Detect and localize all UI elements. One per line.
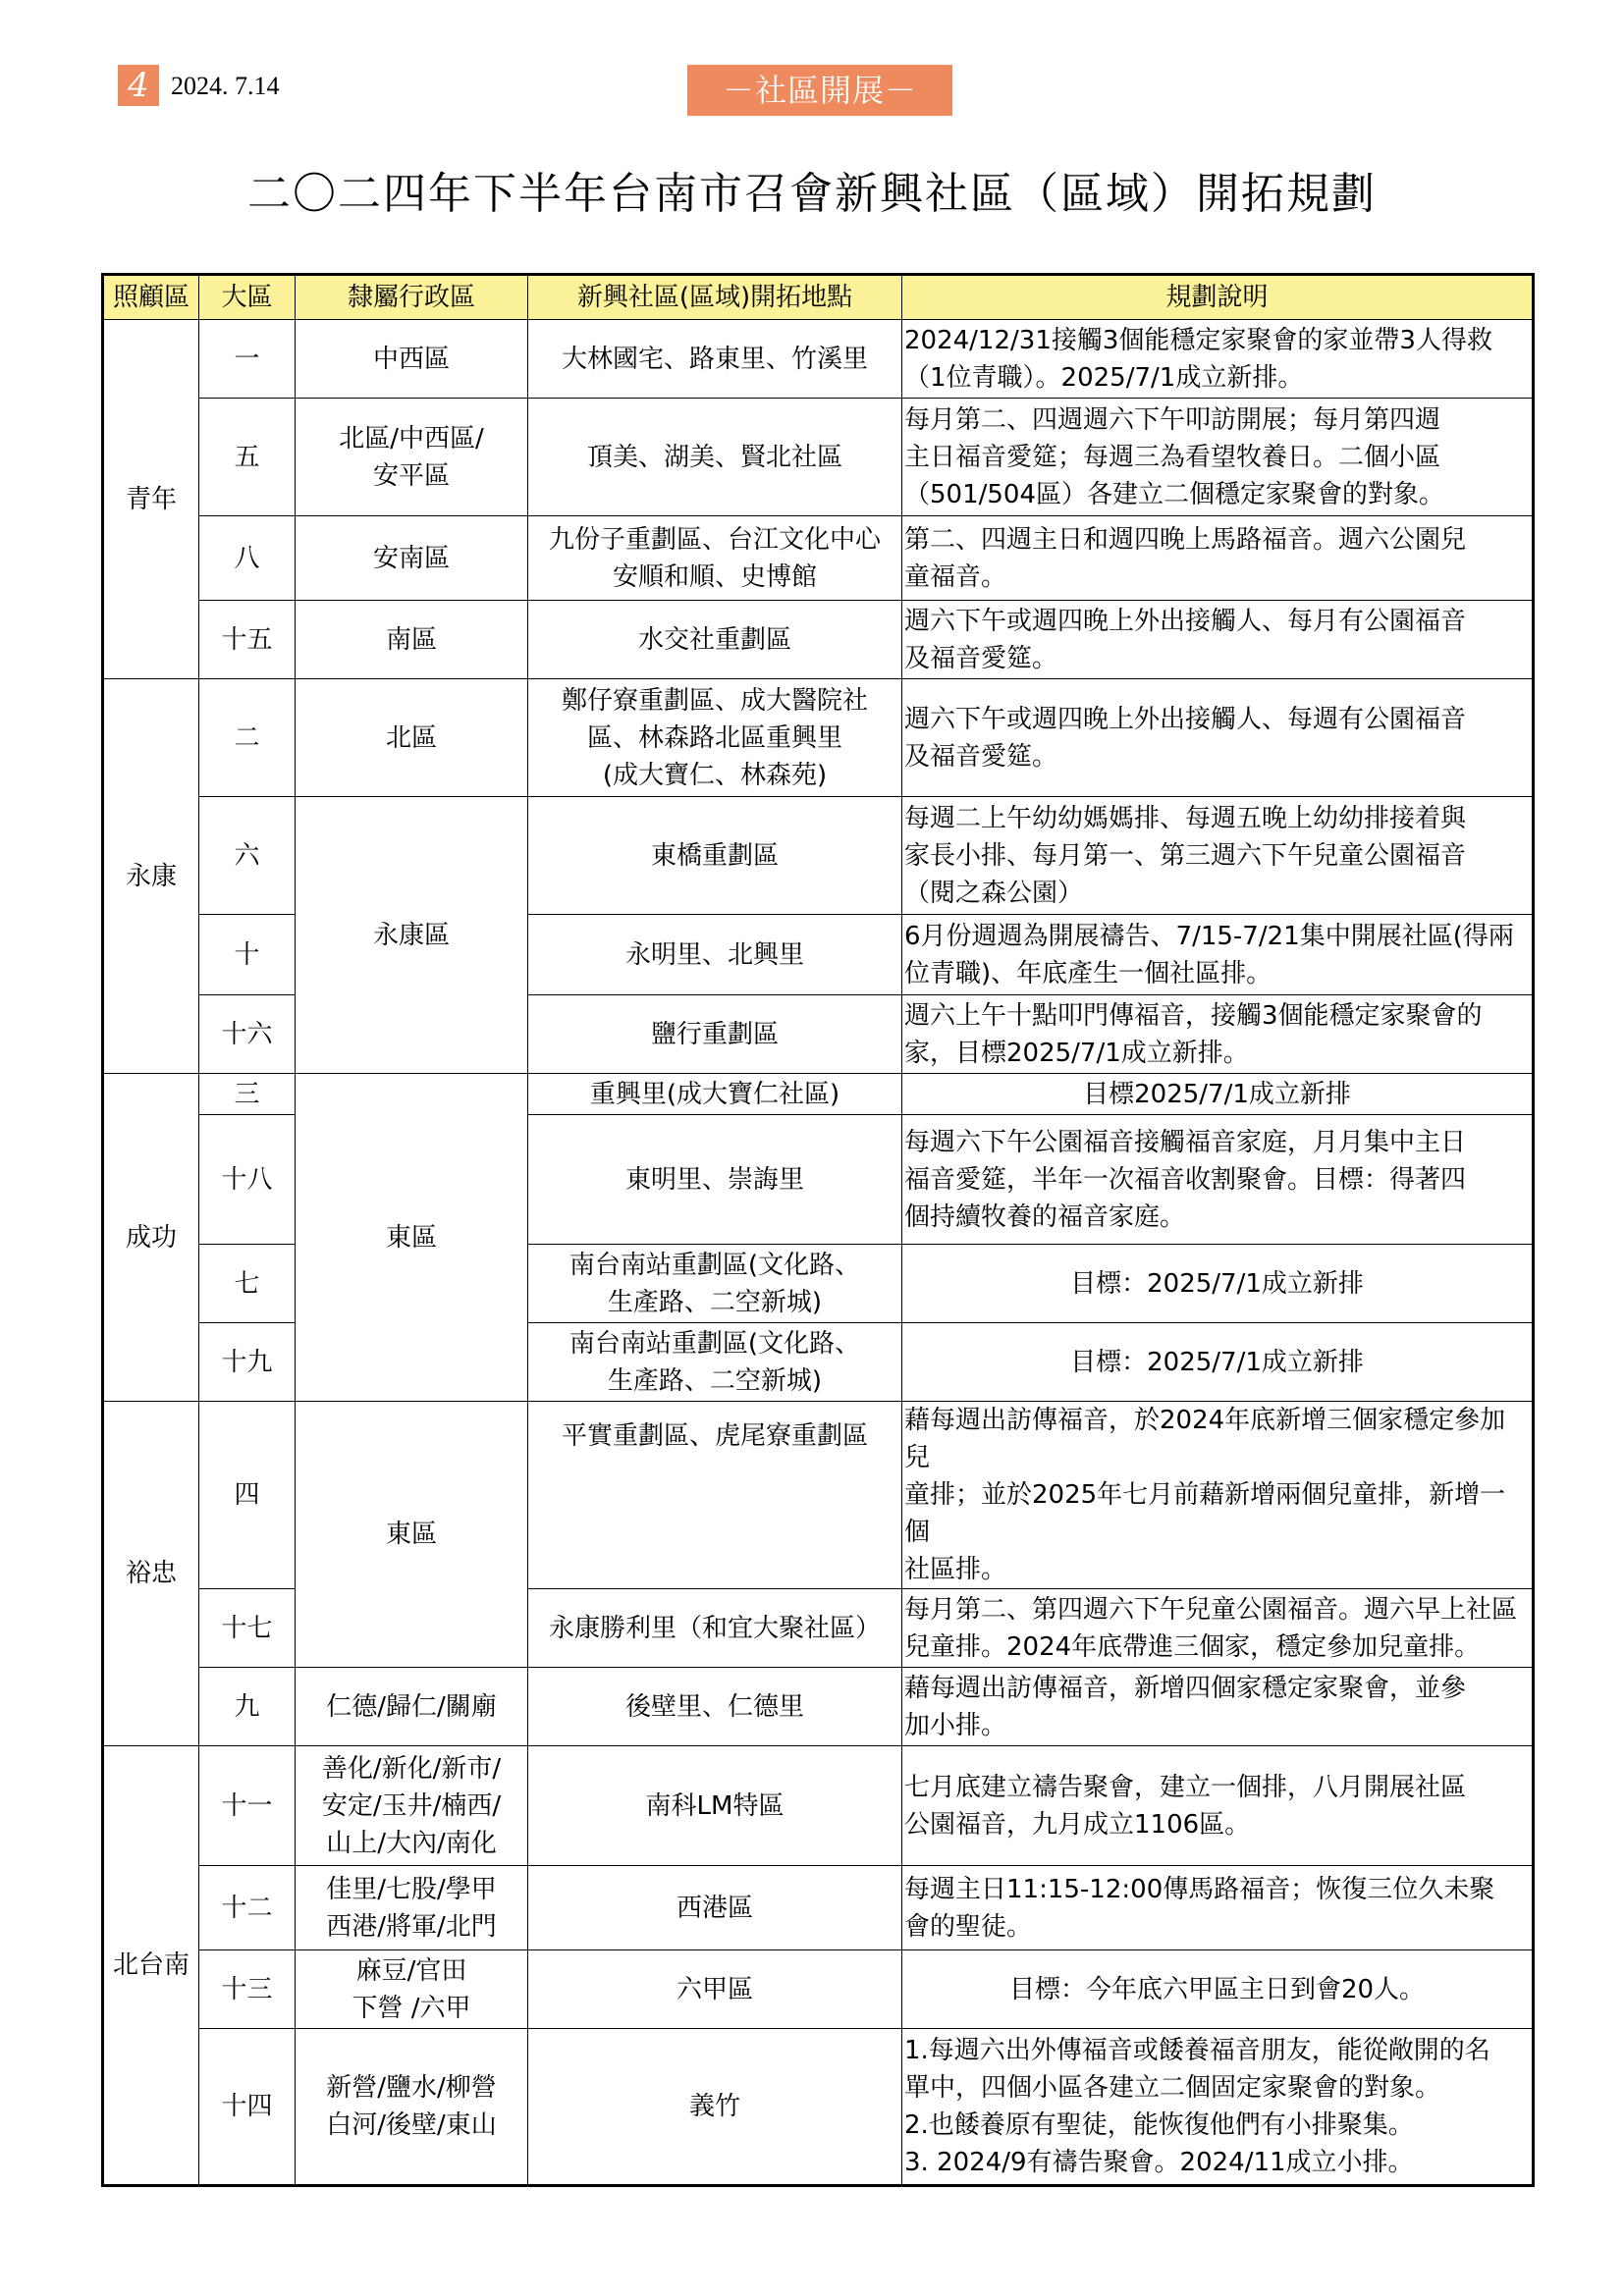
plan-cell: 目標：2025/7/1成立新排 [902, 1323, 1534, 1402]
district-cell: 十三 [199, 1950, 296, 2029]
table-row [103, 399, 1534, 516]
admin-cell: 新營/鹽水/柳營 白河/後壁/東山 [296, 2029, 528, 2186]
district-cell: 三 [199, 1074, 296, 1115]
page-number: 4 [118, 65, 159, 106]
table-row [103, 320, 1534, 399]
table-row [103, 1074, 1534, 1115]
district-cell: 十九 [199, 1323, 296, 1402]
district-cell: 十 [199, 915, 296, 995]
location-cell: 東明里、崇誨里 [528, 1115, 902, 1245]
plan-cell: 目標2025/7/1成立新排 [902, 1074, 1534, 1115]
plan-cell: 目標：今年底六甲區主日到會20人。 [902, 1950, 1534, 2029]
table-row [103, 1402, 1534, 1589]
plan-cell: 每月第二、四週週六下午叩訪開展；每月第四週 主日福音愛筵；每週三為看望牧養日。二個小區 （501/504區）各建立二個穩定家聚會的對象。 [902, 399, 1534, 516]
district-cell: 一 [199, 320, 296, 399]
admin-cell: 南區 [296, 601, 528, 679]
table-row [103, 1950, 1534, 2029]
location-cell: 永康勝利里（和宜大聚社區） [528, 1589, 902, 1668]
table-row [103, 1866, 1534, 1950]
location-cell: 平實重劃區、虎尾寮重劃區 [528, 1402, 902, 1589]
table-row [103, 2029, 1534, 2186]
care-region-cell: 青年 [103, 320, 199, 679]
location-cell: 義竹 [528, 2029, 902, 2186]
district-cell: 九 [199, 1668, 296, 1746]
plan-cell: 七月底建立禱告聚會，建立一個排，八月開展社區 公園福音，九月成立1106區。 [902, 1746, 1534, 1866]
location-cell: 南台南站重劃區(文化路、 生產路、二空新城) [528, 1245, 902, 1323]
col-header-care-region: 照顧區 [103, 275, 199, 320]
location-cell: 永明里、北興里 [528, 915, 902, 995]
col-header-location: 新興社區(區域)開拓地點 [528, 275, 902, 320]
location-cell: 六甲區 [528, 1950, 902, 2029]
table-row [103, 516, 1534, 601]
district-cell: 四 [199, 1402, 296, 1589]
table-row [103, 1668, 1534, 1746]
location-cell: 鄭仔寮重劃區、成大醫院社 區、林森路北區重興里 (成大寶仁、林森苑) [528, 679, 902, 797]
care-region-cell: 裕忠 [103, 1402, 199, 1746]
plan-table [101, 273, 1535, 2187]
district-cell: 十二 [199, 1866, 296, 1950]
table-row [103, 797, 1534, 915]
location-cell: 鹽行重劃區 [528, 995, 902, 1074]
district-cell: 五 [199, 399, 296, 516]
admin-cell: 仁德/歸仁/關廟 [296, 1668, 528, 1746]
location-cell: 水交社重劃區 [528, 601, 902, 679]
location-cell: 南科LM特區 [528, 1746, 902, 1866]
district-cell: 六 [199, 797, 296, 915]
location-cell: 九份子重劃區、台江文化中心 安順和順、史博館 [528, 516, 902, 601]
plan-cell: 目標：2025/7/1成立新排 [902, 1245, 1534, 1323]
district-cell: 十一 [199, 1746, 296, 1866]
location-cell: 南台南站重劃區(文化路、 生產路、二空新城) [528, 1323, 902, 1402]
document-title: 二〇二四年下半年台南市召會新興社區（區域）開拓規劃 [247, 169, 1377, 219]
admin-cell: 北區 [296, 679, 528, 797]
district-cell: 十五 [199, 601, 296, 679]
plan-cell: 每週二上午幼幼媽媽排、每週五晚上幼幼排接着與 家長小排、每月第一、第三週六下午兒童公園福音 （閱之森公園） [902, 797, 1534, 915]
table-row [103, 1746, 1534, 1866]
location-cell: 後壁里、仁德里 [528, 1668, 902, 1746]
district-cell: 七 [199, 1245, 296, 1323]
admin-cell: 中西區 [296, 320, 528, 399]
plan-cell: 週六下午或週四晚上外出接觸人、每週有公園福音 及福音愛筵。 [902, 679, 1534, 797]
plan-cell: 藉每週出訪傳福音，新增四個家穩定家聚會，並參 加小排。 [902, 1668, 1534, 1746]
col-header-district: 大區 [199, 275, 296, 320]
table-row [103, 679, 1534, 797]
district-cell: 十六 [199, 995, 296, 1074]
care-region-cell: 永康 [103, 679, 199, 1074]
location-cell: 大林國宅、路東里、竹溪里 [528, 320, 902, 399]
location-cell: 西港區 [528, 1866, 902, 1950]
plan-cell: 6月份週週為開展禱告、7/15-7/21集中開展社區(得兩 位青職)、年底產生一個社區排。 [902, 915, 1534, 995]
issue-date: 2024. 7.14 [171, 72, 280, 100]
district-cell: 十四 [199, 2029, 296, 2186]
location-cell: 重興里(成大寶仁社區) [528, 1074, 902, 1115]
admin-cell: 北區/中西區/ 安平區 [296, 399, 528, 516]
admin-cell: 東區 [296, 1074, 528, 1402]
admin-cell: 佳里/七股/學甲 西港/將軍/北門 [296, 1866, 528, 1950]
col-header-plan: 規劃說明 [902, 275, 1534, 320]
table-header-row [103, 275, 1534, 320]
district-cell: 十八 [199, 1115, 296, 1245]
section-tag: －社區開展－ [687, 65, 952, 116]
plan-cell: 每週主日11:15-12:00傳馬路福音；恢復三位久未聚 會的聖徒。 [902, 1866, 1534, 1950]
plan-cell: 週六下午或週四晚上外出接觸人、每月有公園福音 及福音愛筵。 [902, 601, 1534, 679]
district-cell: 二 [199, 679, 296, 797]
plan-cell: 週六上午十點叩門傳福音，接觸3個能穩定家聚會的 家，目標2025/7/1成立新排。 [902, 995, 1534, 1074]
admin-cell: 安南區 [296, 516, 528, 601]
plan-cell: 藉每週出訪傳福音，於2024年底新增三個家穩定參加兒 童排；並於2025年七月前藉新增兩個兒童排，新增一個 社區排。 [902, 1402, 1534, 1589]
district-cell: 十七 [199, 1589, 296, 1668]
location-cell: 東橋重劃區 [528, 797, 902, 915]
plan-cell: 第二、四週主日和週四晚上馬路福音。週六公園兒 童福音。 [902, 516, 1534, 601]
admin-cell: 東區 [296, 1402, 528, 1668]
care-region-cell: 成功 [103, 1074, 199, 1402]
care-region-cell: 北台南 [103, 1746, 199, 2186]
plan-cell: 2024/12/31接觸3個能穩定家聚會的家並帶3人得救 （1位青職）。2025/7/1成立新排。 [902, 320, 1534, 399]
plan-cell: 1.每週六出外傳福音或餧養福音朋友，能從敞開的名 單中，四個小區各建立二個固定家聚會的對象。 2.也餧養原有聖徒，能恢復他們有小排聚集。 3. 2024/9有禱告聚會。2024/11成立小排。 [902, 2029, 1534, 2186]
plan-cell: 每週六下午公園福音接觸福音家庭，月月集中主日 福音愛筵，半年一次福音收割聚會。目標：得著四 個持續牧養的福音家庭。 [902, 1115, 1534, 1245]
plan-cell: 每月第二、第四週六下午兒童公園福音。週六早上社區 兒童排。2024年底帶進三個家，穩定參加兒童排。 [902, 1589, 1534, 1668]
col-header-admin-area: 隸屬行政區 [296, 275, 528, 320]
admin-cell: 善化/新化/新市/ 安定/玉井/楠西/ 山上/大內/南化 [296, 1746, 528, 1866]
table-row [103, 601, 1534, 679]
location-cell: 頂美、湖美、賢北社區 [528, 399, 902, 516]
admin-cell: 麻豆/官田 下營 /六甲 [296, 1950, 528, 2029]
district-cell: 八 [199, 516, 296, 601]
admin-cell: 永康區 [296, 797, 528, 1074]
page-header [118, 65, 1512, 124]
